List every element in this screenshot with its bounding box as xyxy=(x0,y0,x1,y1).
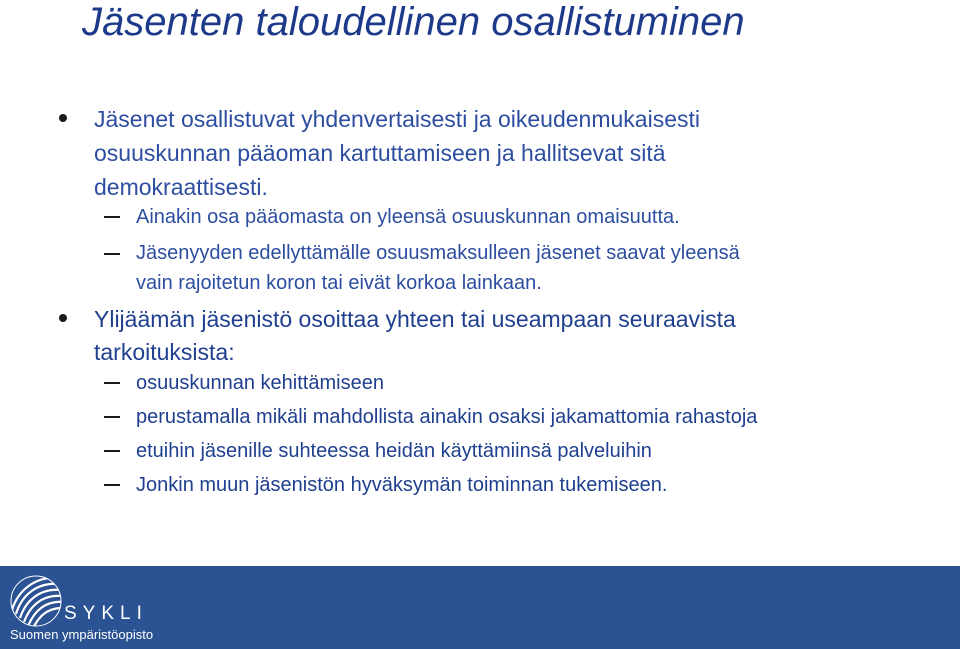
bullet-text-line: Ylijäämän jäsenistö osoittaa yhteen tai useampaan seuraavista xyxy=(94,306,736,332)
sub-item-text-line: Jonkin muun jäsenistön hyväksymän toiminnan tukemiseen. xyxy=(136,474,668,496)
bullet-text-line: tarkoituksista: xyxy=(94,339,235,365)
sykli-logo xyxy=(6,572,162,644)
bullet-text-line: demokraattisesti. xyxy=(94,174,268,200)
footer-bar xyxy=(0,566,960,649)
dash-icon xyxy=(104,382,120,384)
sub-item-text-line: Jäsenyyden edellyttämälle osuusmaksulleen jäsenet saavat yleensä xyxy=(136,242,740,264)
bullet-text-line: Jäsenet osallistuvat yhdenvertaisesti ja oikeudenmukaisesti xyxy=(94,106,700,132)
sykli-wave-logo-icon xyxy=(8,574,64,628)
sub-item-text-line: vain rajoitetun koron tai eivät korkoa lainkaan. xyxy=(136,272,542,294)
sub-item-text-line: osuuskunnan kehittämiseen xyxy=(136,372,384,394)
slide-title: Jäsenten taloudellinen osallistuminen xyxy=(82,0,745,44)
dash-icon xyxy=(104,484,120,486)
dash-icon xyxy=(104,216,120,218)
bullet-icon xyxy=(59,114,67,122)
logo-subtitle: Suomen ympäristöopisto xyxy=(10,627,154,642)
dash-icon xyxy=(104,253,120,255)
dash-icon xyxy=(104,450,120,452)
sub-item-text-line: Ainakin osa pääomasta on yleensä osuuskunnan omaisuutta. xyxy=(136,206,680,228)
sub-item-text-line: etuihin jäsenille suhteessa heidän käyttämiinsä palveluihin xyxy=(136,440,652,462)
logo-wordmark: SYKLI xyxy=(64,603,148,624)
bullet-text-line: osuuskunnan pääoman kartuttamiseen ja hallitsevat sitä xyxy=(94,140,666,166)
bullet-icon xyxy=(59,314,67,322)
sub-item-text-line: perustamalla mikäli mahdollista ainakin osaksi jakamattomia rahastoja xyxy=(136,406,758,428)
dash-icon xyxy=(104,416,120,418)
